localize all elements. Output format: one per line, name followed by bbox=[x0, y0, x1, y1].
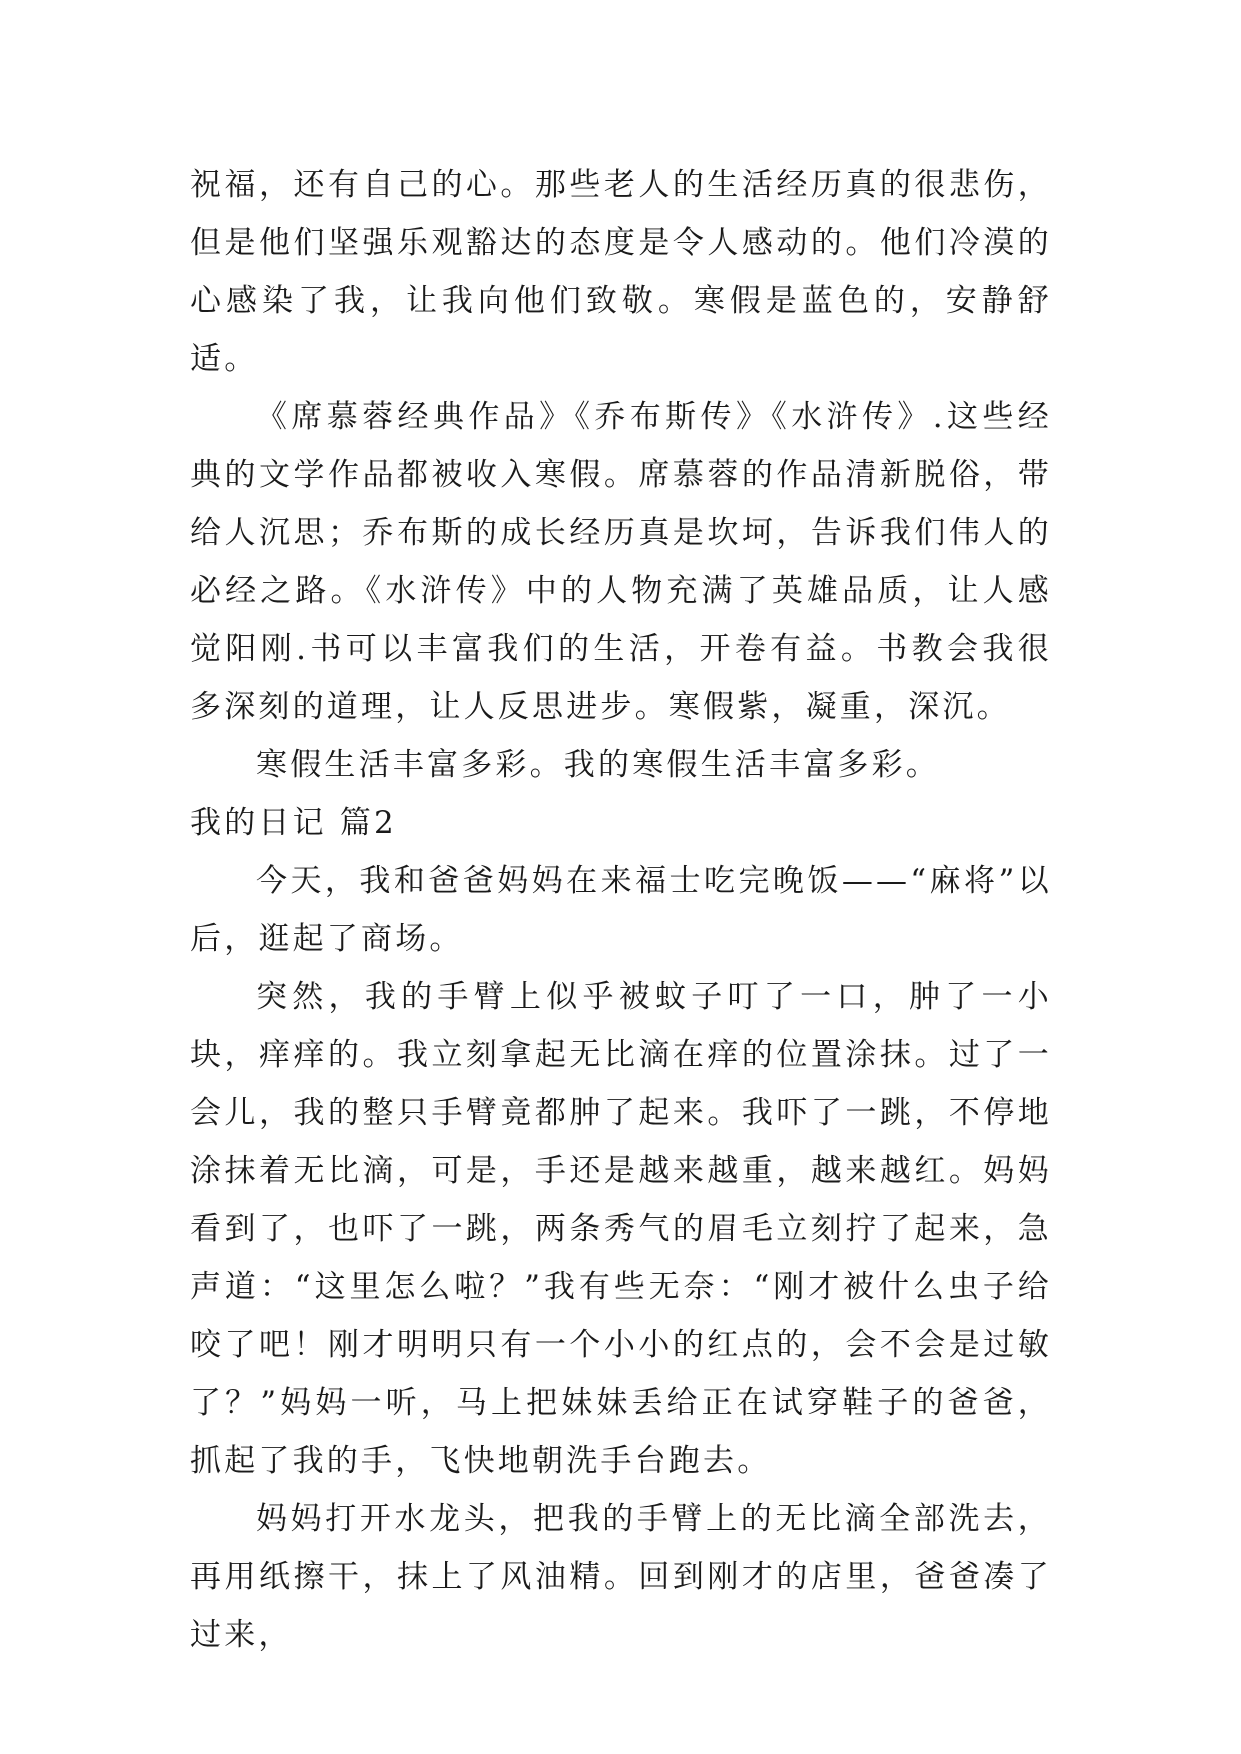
paragraph-books: 《席慕蓉经典作品》《乔布斯传》《水浒传》.这些经典的文学作品都被收入寒假。席慕蓉的作品清新脱俗，带给人沉思；乔布斯的成长经历真是坎坷，告诉我们伟人的必经之路。《水浒传》中的人物充满了英雄品质，让人感觉阳刚.书可以丰富我们的生活，开卷有益。书教会我很多深刻的道理，让人反思进步。寒假紫，凝重，深沉。 bbox=[190, 399, 1052, 725]
paragraph-mosquito: 突然，我的手臂上似乎被蚊子叮了一口，肿了一小块，痒痒的。我立刻拿起无比滴在痒的位置涂抹。过了一会儿，我的整只手臂竟都肿了起来。我吓了一跳，不停地涂抹着无比滴，可是，手还是越来越重，越来越红。妈妈看到了，也吓了一跳，两条秀气的眉毛立刻拧了起来，急声道：“这里怎么啦？”我有些无奈：“刚才被什么虫子给咬了吧！刚才明明只有一个小小的红点的，会不会是过敏了？”妈妈一听，马上把妹妹丢给正在试穿鞋子的爸爸，抓起了我的手，飞快地朝洗手台跑去。 bbox=[190, 979, 1052, 1479]
paragraph-continuation: 祝福，还有自己的心。那些老人的生活经历真的很悲伤，但是他们坚强乐观豁达的态度是令人感动的。他们冷漠的心感染了我，让我向他们致敬。寒假是蓝色的，安静舒适。 bbox=[190, 167, 1052, 377]
paragraph-wash: 妈妈打开水龙头，把我的手臂上的无比滴全部洗去，再用纸擦干，抹上了风油精。回到刚才的店里，爸爸凑了过来， bbox=[190, 1501, 1052, 1653]
paragraph-dinner: 今天，我和爸爸妈妈在来福士吃完晚饭——“麻将”以后，逛起了商场。 bbox=[190, 863, 1052, 957]
diary-heading: 我的日记 篇2 bbox=[190, 805, 397, 841]
paragraph-summary: 寒假生活丰富多彩。我的寒假生活丰富多彩。 bbox=[256, 747, 940, 783]
document-page bbox=[190, 156, 1052, 1664]
